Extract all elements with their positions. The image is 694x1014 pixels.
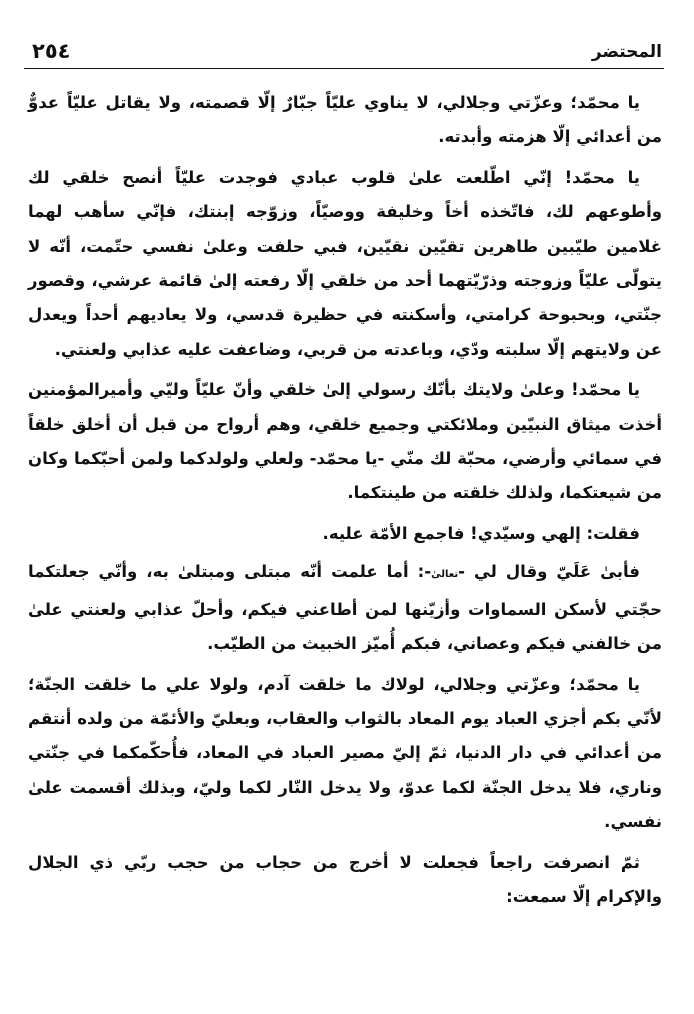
page-body bbox=[28, 86, 662, 920]
paragraph-6: يا محمّد؛ وعزّتي وجلالي، لولاك ما خلقت آدم، ولولا علي ما خلقت الجنّة؛ لأنّي بكم أجزي العباد يوم المعاد بالثواب والعقاب، وبعليّ والأئمّة من ولده أنتقم من أعدائي في دار الدنيا، ثمّ إليّ مصير العباد في المعاد، فأُحكّمكما في جنّتي وناري، فلا يدخل الجنّة لكما عدوّ، ولا يدخل النّار لكما وليّ، وبذلك أقسمت علىٰ نفسي. bbox=[28, 674, 662, 832]
paragraph-1: يا محمّد؛ وعزّتي وجلالي، لا يناوي عليّاً جبّارٌ إلّا قصمته، ولا يقاتل عليّاً عدوٌّ من أعدائي إلّا هزمته وأبدته. bbox=[28, 93, 662, 147]
running-title: المحتضر bbox=[591, 42, 662, 62]
paragraph-3: يا محمّد! وعلىٰ ولايتك بأنّك رسولي إلىٰ خلقي وأنّ عليّاً وليّي وأميرالمؤمنين أخذت ميثاق النبيّين وملائكتي وجميع خلقي، وهم أرواح من قبل أن أخلق خلقاً في سمائي وأرضي، محبّة لك منّي -يا محمّد- ولعلي ولولدكما ولمن أحبّكما وكان من شيعتكما، ولذلك خلقته من طينتكما. bbox=[28, 380, 662, 503]
header-divider bbox=[24, 68, 664, 69]
paragraph-5 bbox=[28, 555, 662, 661]
paragraph-2: يا محمّد! إنّي اطّلعت علىٰ قلوب عبادي فوجدت عليّاً أنصح خلقي لك وأطوعهم لك، فاتّخذه أخاً وخليفة ووصيّاً، وزوّجه إبنتك، فإنّي سأهب لهما غلامين طيّبين طاهرين تقيّين نقيّين، فبي حلفت وعلىٰ نفسي حتّمت، أنّه لا يتولّى عليّاً وزوجته وذرّيّتهما أحد من خلقي إلّا رفعته إلىٰ قائمة عرشي، وقصور جنّتي، وبحبوحة كرامتي، وأسكنته في حظيرة قدسي، ولا يعاديهم أحداً ويعدل عن ولايتهم إلّا سلبته ودّي، وباعدته من قربي، وضاعفت عليه عذابي ولعنتي. bbox=[28, 167, 662, 359]
paragraph-5-start: فأبىٰ عَلَيّ وقال لي - bbox=[458, 562, 640, 582]
page-number: ٢٥٤ bbox=[32, 39, 71, 63]
page-header bbox=[24, 36, 664, 68]
paragraph-4: فقلت: إلهي وسيّدي! فاجمع الأمّة عليه. bbox=[322, 523, 640, 543]
paragraph-5-honorific: تعالىٰ bbox=[431, 569, 459, 581]
paragraph-5-rest: -: أما علمت أنّه مبتلى ومبتلىٰ به، وأنّي جعلتكما حجّتي لأسكن السماوات وأزيّنها لمن أطاعني فيكم، وأحلّ عذابي ولعنتي علىٰ من خالفني فيكم وعصاني، فبكم أُميّز الخبيث من الطيّب. bbox=[28, 562, 662, 654]
paragraph-7: ثمّ انصرفت راجعاً فجعلت لا أخرج من حجاب من حجب ربّي ذي الجلال والإكرام إلّا سمعت: bbox=[28, 852, 662, 906]
